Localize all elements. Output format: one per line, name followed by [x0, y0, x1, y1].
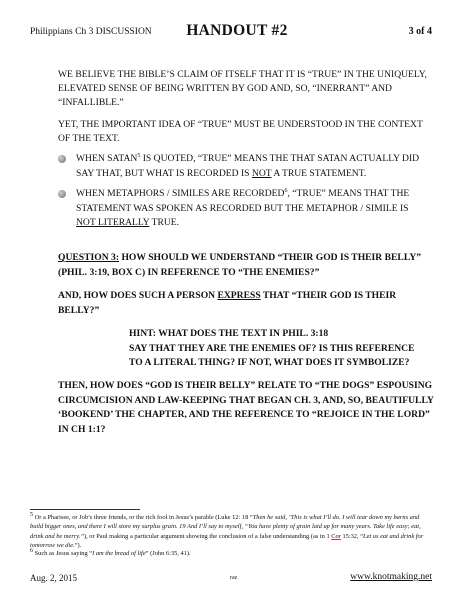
footnote-ref-6: 6 [284, 187, 288, 194]
bullet-metaphor-text-c: TRUE. [149, 217, 180, 228]
bullet-satan-text-a: WHEN SATAN [76, 153, 138, 164]
closing-question: THEN, HOW DOES “GOD IS THEIR BELLY” RELATE TO “THE DOGS” ESPOUSING CIRCUMCISION AND LAW-KEEPING THAT BEGAN CH. 3, AND, SO, BEAUTIFULLY ‘BOOKEND’ THE CHAPTER, AND THE REFERENCE TO “REJOICE IN THE LORD” IN CH 1:1? [58, 380, 434, 435]
footnote-5-cor: Cor [331, 532, 341, 540]
hint-line1: HINT: WHAT DOES THE TEXT IN PHIL. 3:18 [129, 328, 329, 339]
footnote-5-a: Or a Pharisee, or Job’s three friends, or the rich fool in Jesus’s parable (Luke 12: 18 “ [33, 514, 253, 521]
question-3 [58, 251, 438, 280]
hint-rest: SAY THAT THEY ARE THE ENEMIES OF? IS THIS REFERENCE TO A LITERAL THING? IF NOT, WHAT DOES IT SYMBOLIZE? [129, 342, 415, 368]
footnote-6 [30, 549, 428, 558]
question-followup-b: THAT “THEIR GOD IS THEIR BELLY?” [58, 290, 397, 316]
bullet-icon [58, 155, 66, 163]
question-label: QUESTION 3: [58, 252, 120, 263]
bullet-satan-text-c: A TRUE STATEMENT. [271, 167, 367, 179]
bullet-metaphor-not-literally: NOT LITERALLY [76, 217, 150, 228]
footer-date: Aug. 2, 2015 [30, 573, 77, 583]
footnote-6-quote: I am the bread of life [92, 550, 146, 557]
bullet-icon [58, 190, 66, 198]
page-number: 3 of 4 [408, 26, 432, 37]
bullet-metaphor [76, 187, 430, 231]
question-followup-express: EXPRESS [217, 290, 261, 301]
footnote-5-luke-quote: Then he said, ‘This is what I’ll do. I will tear down my barns and build bigger ones, and there I will store my surplus grain. 19 And I’ll say to myself, “You have plenty of grain laid up for many years. Take life easy; eat, drink and be merry.” [30, 514, 421, 540]
bullet-satan-text-b: IS QUOTED, “TRUE” MEANS THE THAT SATAN ACTUALLY DID SAY THAT, BUT WHAT IS RECORDED IS [76, 153, 420, 179]
question-text: HOW SHOULD WE UNDERSTAND “THEIR GOD IS THEIR BELLY” (PHIL. 3:19, BOX C) IN REFERENCE TO “THE ENEMIES?” [58, 252, 422, 278]
footnote-6-a: Such as Jesus saying “ [33, 550, 93, 557]
bullet-satan [76, 152, 430, 181]
footnote-5-cor-quote: Let us eat and drink for tomorrow we die. [30, 532, 424, 549]
footnote-5 [30, 513, 428, 550]
footnote-5-d: ”). [74, 541, 82, 549]
footnote-6-b: ” (John 6:35, 41). [145, 550, 191, 557]
question-followup [58, 289, 438, 318]
bullet-metaphor-text-a: WHEN METAPHORS / SIMILES ARE RECORDED [76, 188, 285, 199]
footnote-divider [30, 509, 140, 510]
footnote-5-number: 5 [30, 511, 33, 518]
paragraph-belief: WE BELIEVE THE BIBLE’S CLAIM OF ITSELF THAT IT IS “TRUE” IN THE UNIQUELY, ELEVATED SENSE OF BEING WRITTEN BY GOD AND, SO, “INERRANT” AND “INFALLIBLE.” [58, 69, 427, 108]
hint-block [129, 327, 429, 371]
question-followup-a: AND, HOW DOES SUCH A PERSON [58, 290, 218, 301]
bullet-metaphor-text-b: , “TRUE” MEANS THAT THE STATEMENT WAS SPOKEN AS RECORDED BUT THE METAPHOR / SIMILE IS [76, 188, 410, 214]
header-course: Philippians Ch 3 DISCUSSION [30, 27, 152, 37]
footnote-5-c: 15:32, “ [340, 532, 364, 540]
footer-website-link[interactable]: www.knotmaking.net [350, 572, 432, 582]
bullet-satan-not: NOT [251, 167, 272, 179]
footnote-ref-5: 5 [137, 152, 141, 159]
footnote-6-number: 6 [30, 547, 33, 554]
footnote-5-b: ), or Paul making a particular argument showing the conclusion of a false understanding (as in 1 [83, 532, 332, 540]
page-title: HANDOUT #2 [186, 22, 288, 39]
footer-initials: raz [230, 575, 238, 581]
paragraph-context: YET, THE IMPORTANT IDEA OF “TRUE” MUST BE UNDERSTOOD IN THE CONTEXT OF THE TEXT. [58, 119, 423, 144]
